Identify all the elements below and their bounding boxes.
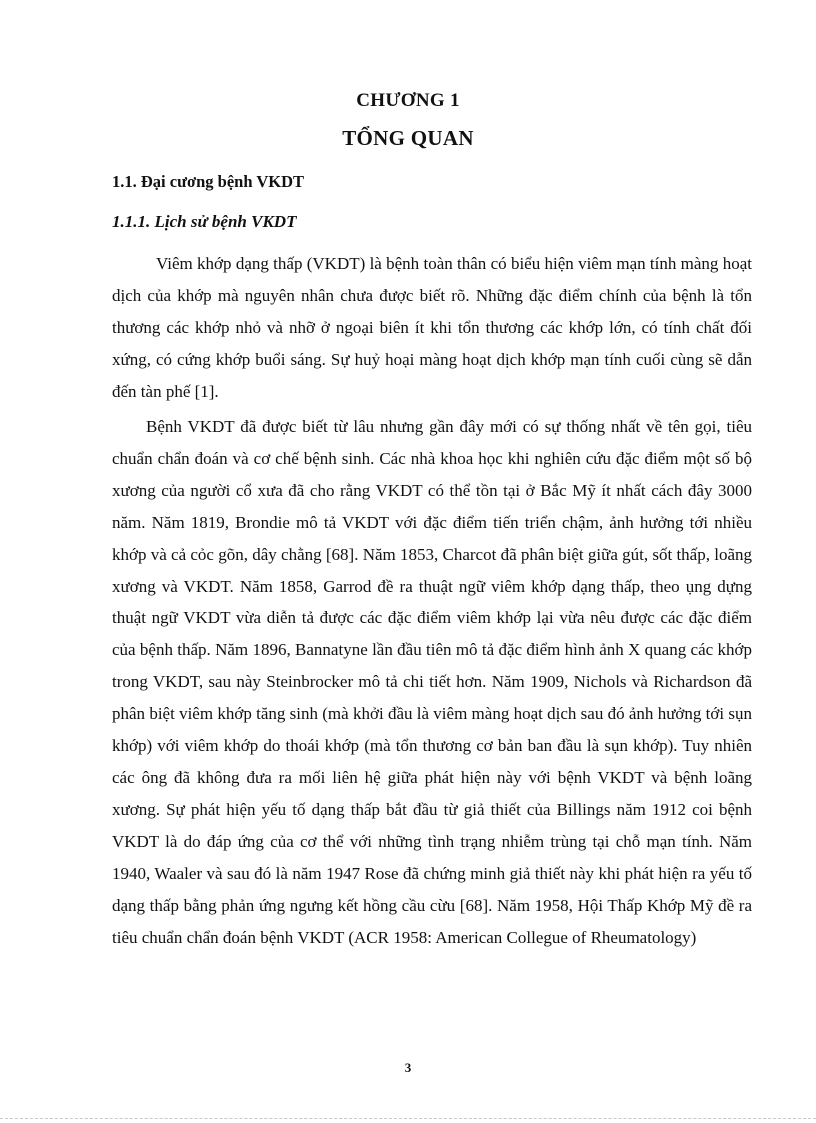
chapter-number: CHƯƠNG 1 xyxy=(356,90,460,111)
page-bottom-divider xyxy=(0,1118,816,1119)
paragraph-2: Bệnh VKDT đã được biết từ lâu nhưng gần đây mới có sự thống nhất về tên gọi, tiêu chuẩn chẩn đoán và cơ chế bệnh sinh. Các nhà khoa học khi nghiên cứu đặc điểm một số bộ xương của người cổ xưa đã cho rằng VKDT có thể tồn tại ở Bắc Mỹ ít nhất cách đây 3000 năm. Năm 1819, Brondie mô tả VKDT với đặc điểm tiến triển chậm, ảnh hưởng tới nhiều khớp và cả cỏc gõn, dây chằng [68]. Năm 1853, Charcot đã phân biệt giữa gút, sốt thấp, loãng xương và VKDT. Năm 1858, Garrod đề ra thuật ngữ viêm khớp dạng thấp, theo ụng dựng thuật ngữ VKDT vừa diễn tả được các đặc điểm viêm khớp lại vừa nêu được các đặc điểm của bệnh thấp. Năm 1896, Bannatyne lần đầu tiên mô tả đặc điểm hình ảnh X quang các khớp trong VKDT, sau này Steinbrocker mô tả chi tiết hơn. Năm 1909, Nichols và Richardson đã phân biệt viêm khớp tăng sinh (mà khởi đầu là viêm màng hoạt dịch sau đó ảnh hưởng tới sụn khớp) với viêm khớp do thoái khớp (mà tổn thương cơ bản ban đầu là sụn khớp). Tuy nhiên các ông đã không đưa ra mối liên hệ giữa phát hiện này với bệnh VKDT và bệnh loãng xương. Sự phát hiện yếu tố dạng thấp bắt đầu từ giả thiết của Billings năm 1912 coi bệnh VKDT là do đáp ứng của cơ thể với những tình trạng nhiễm trùng tại chỗ mạn tính. Năm 1940, Waaler và sau đó là năm 1947 Rose đã chứng minh giả thiết này khi phát hiện ra yếu tố dạng thấp bằng phản ứng ngưng kết hồng cầu cừu [68]. Năm 1958, Hội Thấp Khớp Mỹ đề ra tiêu chuẩn chẩn đoán bệnh VKDT (ACR 1958: American Collegue of Rheumatology) xyxy=(112,417,752,947)
page-number: 3 xyxy=(404,1060,412,1075)
chapter-title: TỔNG QUAN xyxy=(342,126,474,150)
paragraph-1: Viêm khớp dạng thấp (VKDT) là bệnh toàn thân có biểu hiện viêm mạn tính màng hoạt dịch của khớp mà nguyên nhân chưa được biết rõ. Những đặc điểm chính của bệnh là tổn thương các khớp nhỏ và nhỡ ở ngoại biên ít khi tổn thương các khớp lớn, có tính chất đối xứng, có cứng khớp buổi sáng. Sự huỷ hoại màng hoạt dịch khớp mạn tính cuối cùng sẽ dẫn đến tàn phế [1]. xyxy=(112,254,752,401)
subsection-heading: 1.1.1. Lịch sử bệnh VKDT xyxy=(112,212,297,231)
section-heading: 1.1. Đại cương bệnh VKDT xyxy=(112,172,305,191)
